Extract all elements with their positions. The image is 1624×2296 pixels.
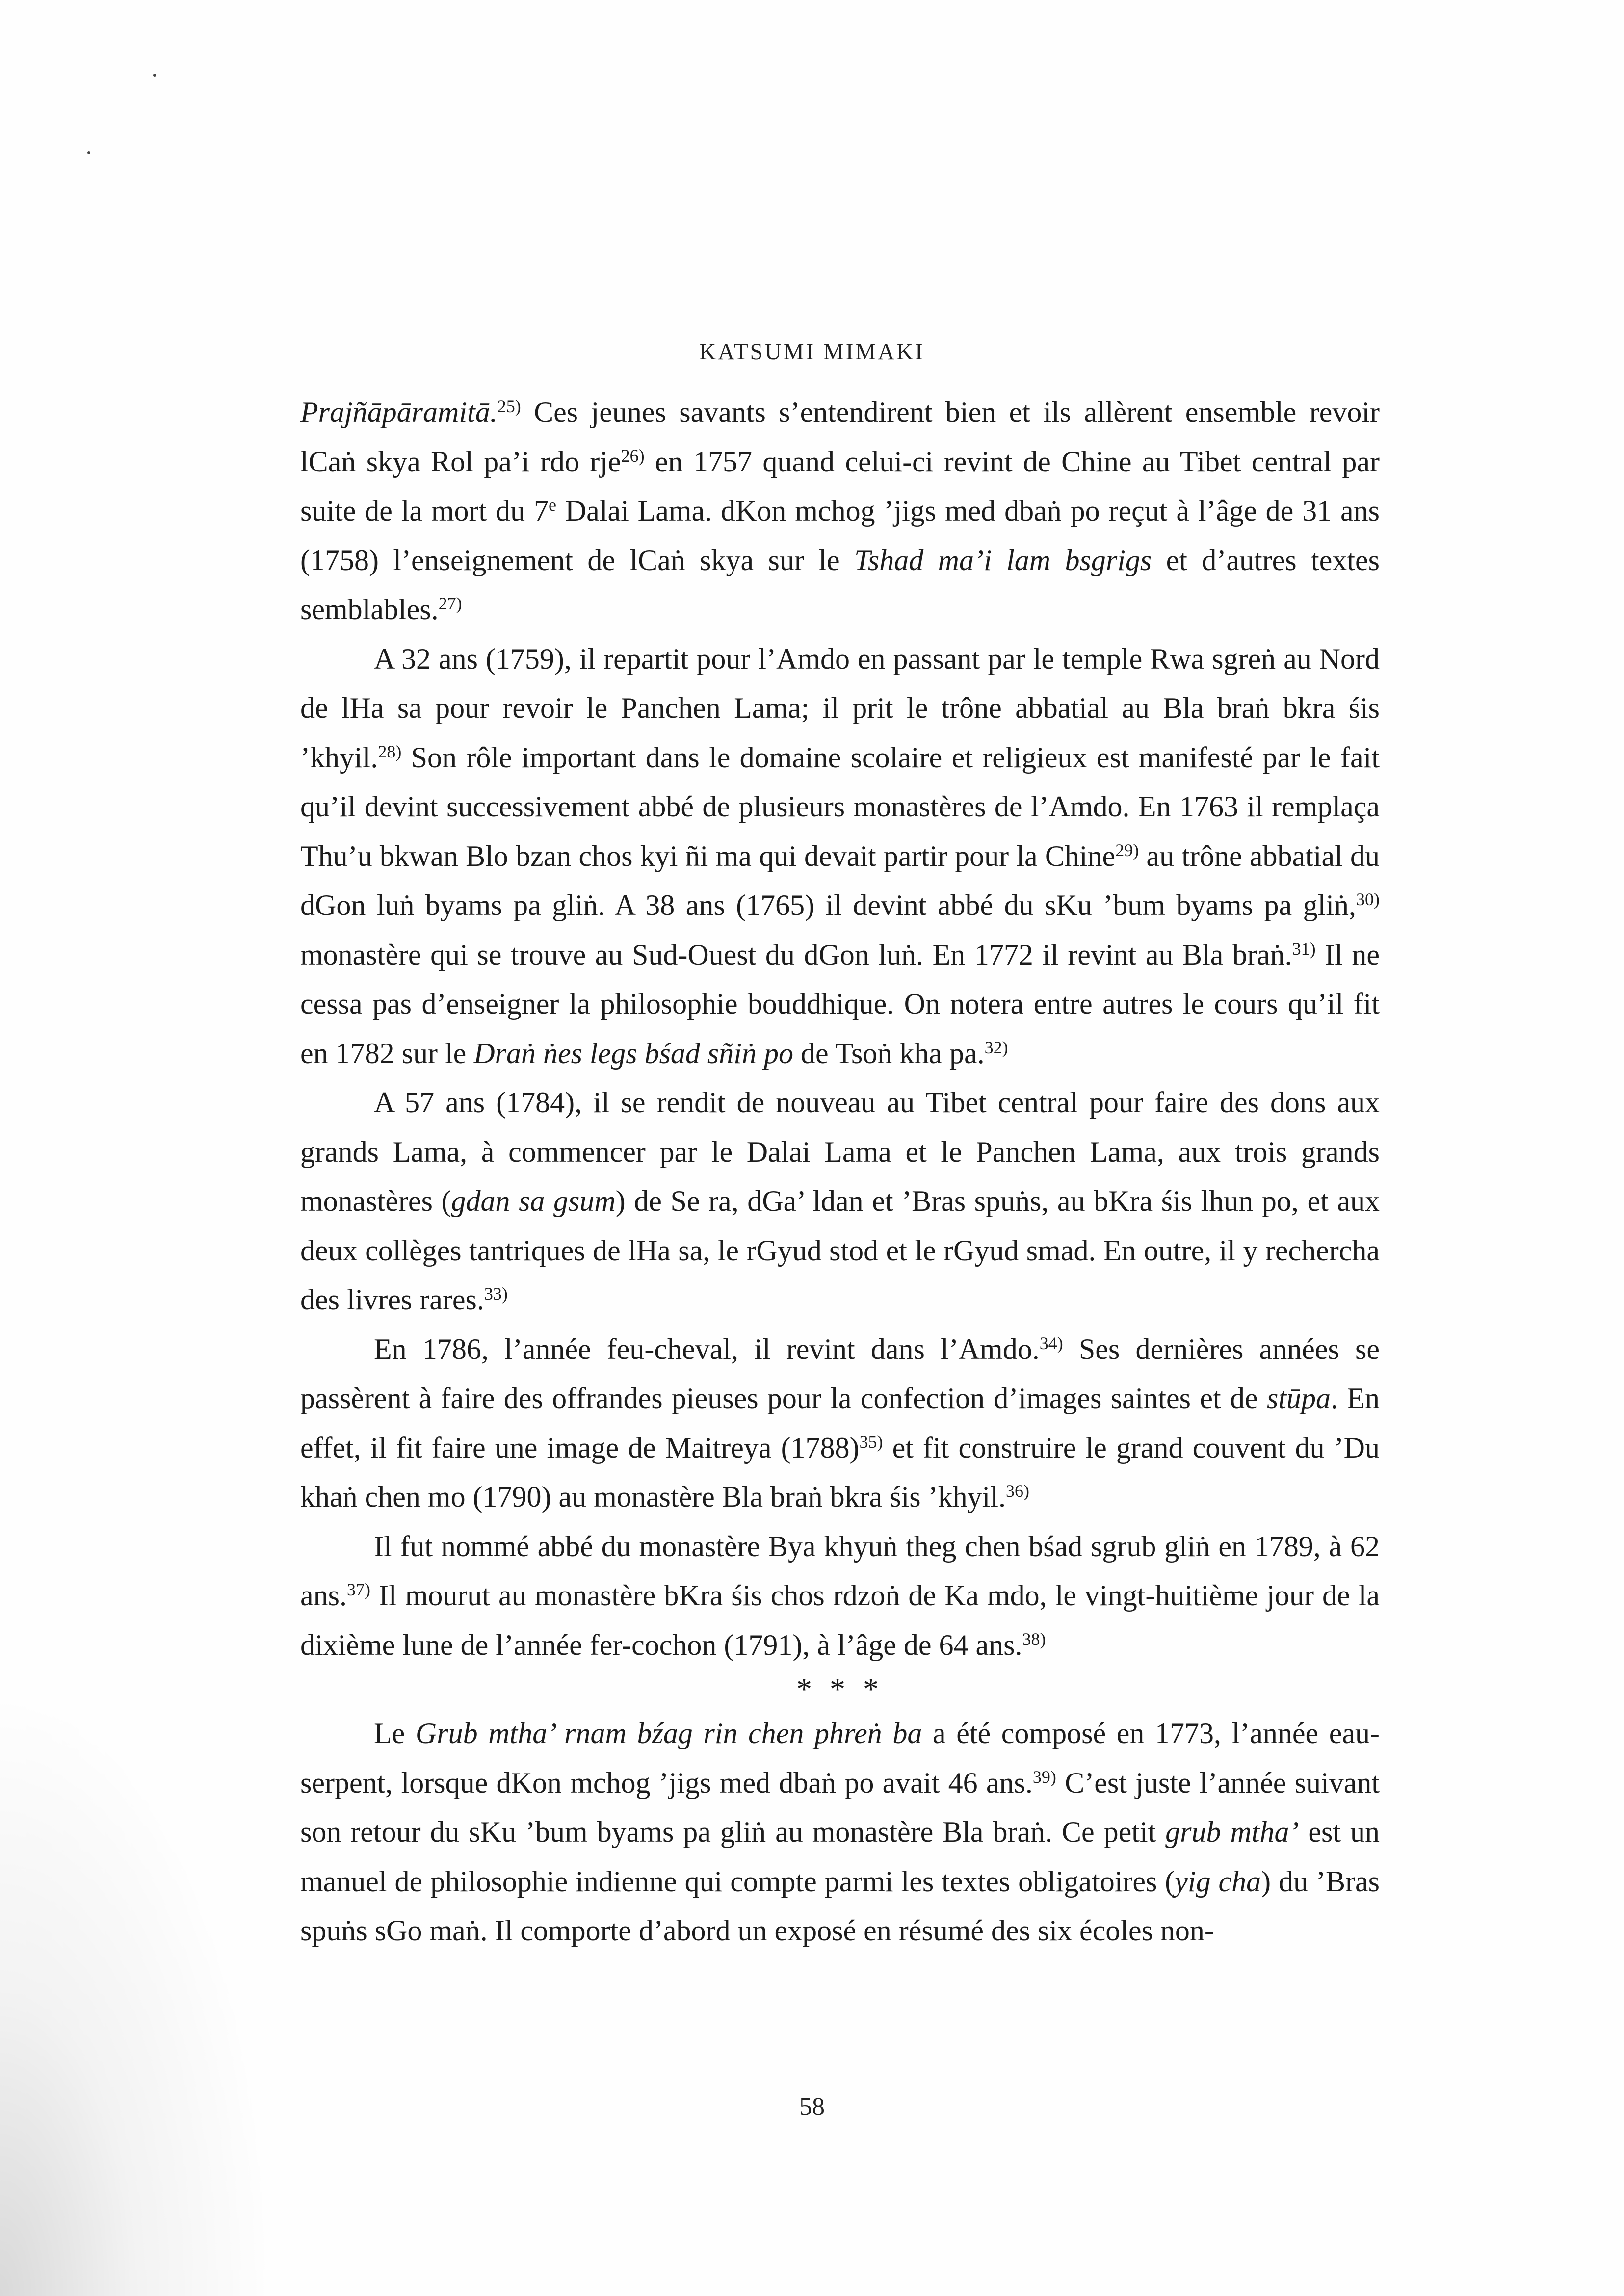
paragraph bbox=[300, 388, 1380, 634]
italic-term: gdan sa gsum bbox=[451, 1185, 616, 1217]
text-run: Dalai Lama. dKon mchog ’jigs med dbaṅ po reçut à l’âge de 31 ans (1758) l’enseignement de lCaṅ skya sur le bbox=[300, 495, 1380, 576]
footnote-ref: 37) bbox=[346, 1580, 370, 1600]
text-run: au trône abbatial du dGon luṅ byams pa gliṅ. A 38 ans (1765) il devint abbé du sKu ’bum byams pa gliṅ, bbox=[300, 839, 1380, 921]
footnote-ref: 26) bbox=[621, 445, 645, 466]
paragraph bbox=[300, 634, 1380, 1078]
page-number: 58 bbox=[799, 2093, 825, 2121]
footnote-ref: 34) bbox=[1039, 1333, 1063, 1353]
text-run: Il fut nommé abbé du monastère Bya khyuṅ theg chen bśad sgrub gliṅ en 1789, à 62 ans. bbox=[300, 1530, 1380, 1612]
footnote-ref: 30) bbox=[1356, 889, 1380, 910]
footnote-ref: 39) bbox=[1032, 1767, 1056, 1787]
footnote-ref: 32) bbox=[984, 1037, 1008, 1057]
text-run: a été composé en 1773, l’année eau-serpent, lorsque dKon mchog ’jigs med dbaṅ po avait 46 ans. bbox=[300, 1717, 1380, 1799]
text-run: Le bbox=[374, 1717, 416, 1749]
footnote-ref: 28) bbox=[378, 741, 402, 761]
text-run: et fit construire le grand couvent du ’Du khaṅ chen mo (1790) au monastère Bla braṅ bkra śis ’khyil. bbox=[300, 1431, 1380, 1513]
footnote-ref: 29) bbox=[1115, 840, 1139, 860]
scan-speck bbox=[153, 74, 156, 77]
scan-speck bbox=[87, 151, 90, 154]
italic-term: grub mtha’ bbox=[1165, 1816, 1299, 1848]
text-run: C’est juste l’année suivant son retour du sKu ’bum byams pa gliṅ au monastère Bla braṅ. Ce petit bbox=[300, 1766, 1380, 1848]
paragraph bbox=[300, 1078, 1380, 1325]
italic-term: Tshad ma’i lam bsgrigs bbox=[854, 544, 1152, 576]
text-run: de Tsoṅ kha pa. bbox=[793, 1037, 985, 1070]
text-run: A 57 ans (1784), il se rendit de nouveau au Tibet central pour faire des dons aux grands Lama, à commencer par le Dalai Lama et le Panchen Lama, aux trois grands monastères ( bbox=[300, 1086, 1380, 1217]
body-text bbox=[300, 388, 1380, 1956]
footnote-ref: 35) bbox=[859, 1432, 883, 1452]
scan-shadow bbox=[0, 1683, 275, 2296]
text-run: Ces jeunes savants s’entendirent bien et ils allèrent ensemble revoir lCaṅ skya Rol pa’i rdo rje bbox=[300, 396, 1380, 478]
italic-term: Prajñāpāramitā. bbox=[300, 396, 498, 428]
footnote-ref: 31) bbox=[1292, 939, 1316, 959]
text-run: Son rôle important dans le domaine scolaire et religieux est manifesté par le fait qu’il devint successivement abbé de plusieurs monastères de l’Amdo. En 1763 il remplaça Thu’u bkwan Blo bzan chos kyi ñi ma qui devait partir pour la Chine bbox=[300, 741, 1380, 872]
footnote-ref: 36) bbox=[1005, 1481, 1029, 1501]
text-run: Il ne cessa pas d’enseigner la philosophie bouddhique. On notera entre autres le cours qu’il fit en 1782 sur le bbox=[300, 938, 1380, 1070]
footnote-ref: 33) bbox=[484, 1284, 508, 1304]
footnote-ref: 27) bbox=[438, 594, 462, 614]
italic-term: stūpa bbox=[1266, 1382, 1331, 1414]
text-run: et d’autres textes semblables. bbox=[300, 544, 1380, 626]
footnote-ref: 25) bbox=[497, 396, 521, 417]
text-run: . En effet, il fit faire une image de Maitreya (1788) bbox=[300, 1382, 1380, 1464]
text-run: A 32 ans (1759), il repartit pour l’Amdo en passant par le temple Rwa sgreṅ au Nord de lHa sa pour revoir le Panchen Lama; il prit le trône abbatial au Bla braṅ bkra śis ’khyil. bbox=[300, 642, 1380, 774]
text-run: en 1757 quand celui-ci revint de Chine au Tibet central par suite de la mort du 7 bbox=[300, 445, 1380, 527]
paragraph bbox=[300, 1709, 1380, 1956]
text-run: est un manuel de philosophie indienne qui compte parmi les textes obligatoires ( bbox=[300, 1816, 1380, 1898]
section-separator: * * * bbox=[796, 1671, 884, 1706]
italic-term: Draṅ ṅes legs bśad sñiṅ po bbox=[473, 1037, 793, 1070]
footnote-ref: 38) bbox=[1022, 1629, 1046, 1649]
running-head: KATSUMI MIMAKI bbox=[699, 339, 925, 365]
italic-term: Grub mtha’ rnam bźag rin chen phreṅ ba bbox=[415, 1717, 922, 1749]
text-run: monastère qui se trouve au Sud-Ouest du dGon luṅ. En 1772 il revint au Bla braṅ. bbox=[300, 938, 1292, 971]
paragraph bbox=[300, 1522, 1380, 1670]
ordinal-superscript: e bbox=[548, 495, 556, 515]
text-run: ) de Se ra, dGa’ ldan et ’Bras spuṅs, au bKra śis lhun po, et aux deux collèges tantriques de lHa sa, le rGyud stod et le rGyud smad. En outre, il y rechercha des livres rares. bbox=[300, 1185, 1380, 1316]
text-run: Il mourut au monastère bKra śis chos rdzoṅ de Ka mdo, le vingt-huitième jour de la dixième lune de l’année fer-cochon (1791), à l’âge de 64 ans. bbox=[300, 1579, 1380, 1661]
text-run: Ses dernières années se passèrent à faire des offrandes pieuses pour la confection d’images saintes et de bbox=[300, 1332, 1380, 1414]
text-run: En 1786, l’année feu-cheval, il revint dans l’Amdo. bbox=[374, 1332, 1040, 1365]
paragraph bbox=[300, 1325, 1380, 1522]
italic-term: yig cha bbox=[1175, 1865, 1261, 1898]
text-run: ) du ’Bras spuṅs sGo maṅ. Il comporte d’abord un exposé en résumé des six écoles non- bbox=[300, 1865, 1380, 1947]
